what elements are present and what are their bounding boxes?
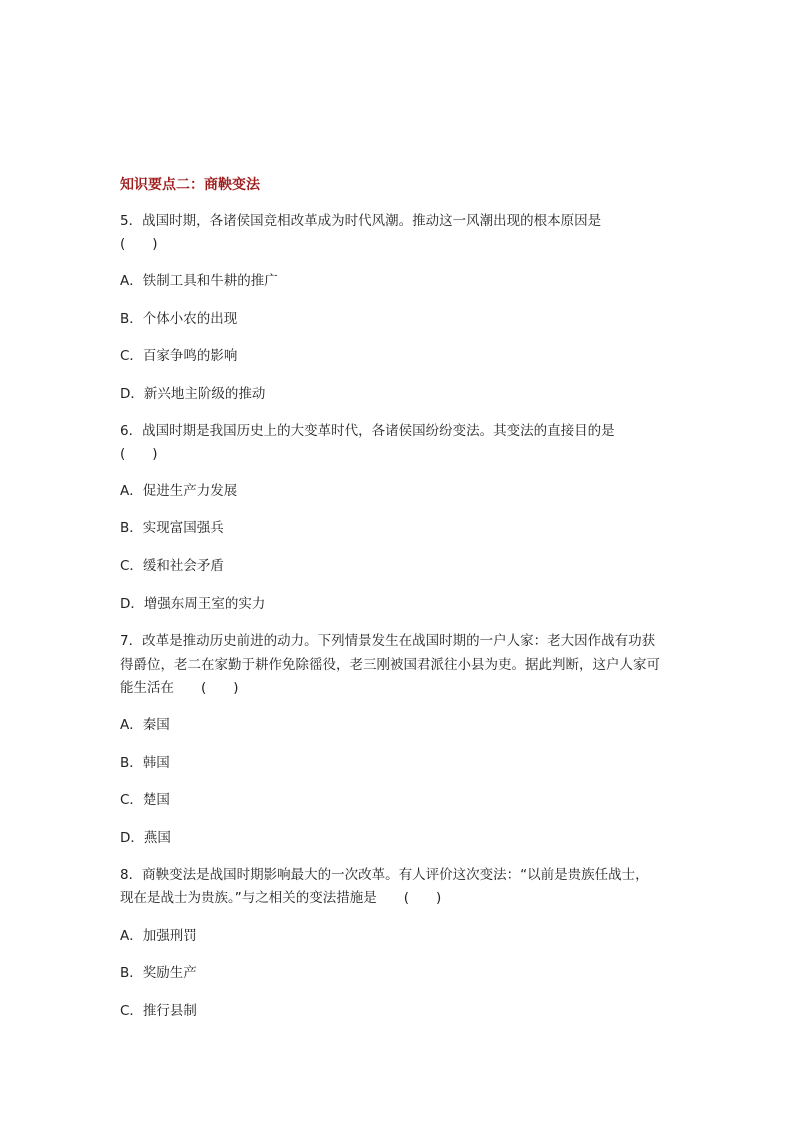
section-title: 知识要点二：商鞅变法 — [120, 177, 260, 193]
question-8-stem-line-1: 8．商鞅变法是战国时期影响最大的一次改革。有人评价这次变法：“以前是贵族任战士， — [120, 867, 649, 883]
question-8-option-b: B．奖励生产 — [120, 965, 197, 981]
question-5-stem-line-1: 5．战国时期，各诸侯国竞相改革成为时代风潮。推动这一风潮出现的根本原因是 — [120, 213, 602, 229]
question-7-stem-line-3: 能生活在 ( ) — [120, 680, 239, 696]
question-6-option-b: B．实现富国强兵 — [120, 520, 224, 536]
question-8-option-a: A．加强刑罚 — [120, 928, 197, 944]
question-6-option-c: C．缓和社会矛盾 — [120, 558, 224, 574]
question-7-option-b: B．韩国 — [120, 755, 170, 771]
question-5-option-d: D．新兴地主阶级的推动 — [120, 386, 266, 402]
question-6-option-a: A．促进生产力发展 — [120, 483, 238, 499]
question-5-stem-line-2: ( ) — [120, 236, 158, 252]
question-6-stem-line-2: ( ) — [120, 446, 158, 462]
question-6-option-d: D．增强东周王室的实力 — [120, 596, 266, 612]
question-8-stem-line-2: 现在是战士为贵族。”与之相关的变法措施是 ( ) — [120, 890, 442, 906]
question-5-option-a: A．铁制工具和牛耕的推广 — [120, 273, 278, 289]
question-5-option-c: C．百家争鸣的影响 — [120, 348, 238, 364]
question-5-option-b: B．个体小农的出现 — [120, 311, 238, 327]
question-7-stem-line-1: 7．改革是推动历史前进的动力。下列情景发生在战国时期的一户人家：老大因作战有功获 — [120, 633, 656, 649]
question-7-stem-line-2: 得爵位，老二在家勤于耕作免除徭役，老三刚被国君派往小县为吏。据此判断，这户人家可 — [120, 657, 660, 673]
question-8-option-c: C．推行县制 — [120, 1003, 197, 1019]
question-6-stem-line-1: 6．战国时期是我国历史上的大变革时代，各诸侯国纷纷变法。其变法的直接目的是 — [120, 423, 615, 439]
question-7-option-c: C．楚国 — [120, 792, 170, 808]
question-7-option-d: D．燕国 — [120, 830, 171, 846]
question-7-option-a: A．秦国 — [120, 717, 170, 733]
